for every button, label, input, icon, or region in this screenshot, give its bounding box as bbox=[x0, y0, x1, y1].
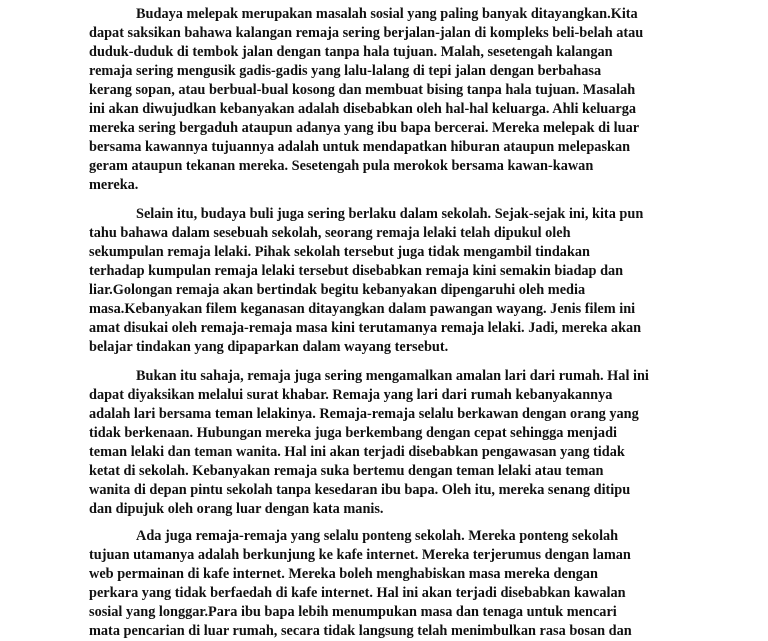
paragraph-2-line-3: sekumpulan remaja lelaki. Pihak sekolah tersebut juga tidak mengambil tindakan bbox=[89, 244, 590, 260]
paragraph-2-line-2: tahu bahawa dalam sesebuah sekolah, seorang remaja lelaki telah dipukul oleh bbox=[89, 225, 571, 241]
paragraph-1-line-3: duduk-duduk di tembok jalan dengan tanpa hala tujuan. Malah, sesetengah kalangan bbox=[89, 44, 613, 60]
paragraph-1-line-1: Budaya melepak merupakan masalah sosial yang paling banyak ditayangkan.Kita bbox=[136, 6, 638, 22]
paragraph-4-line-3: web permainan di kafe internet. Mereka boleh menghabiskan masa mereka dengan bbox=[89, 566, 599, 582]
paragraph-3-line-7: wanita di depan pintu sekolah tanpa kesedaran ibu bapa. Oleh itu, mereka senang ditipu bbox=[89, 482, 631, 498]
paragraph-2-line-6: masa.Kebanyakan filem keganasan ditayangkan dalam pawangan wayang. Jenis filem ini bbox=[89, 301, 636, 317]
paragraph-3-line-5: teman lelaki dan teman wanita. Hal ini akan terjadi disebabkan pengawasan yang tidak bbox=[89, 444, 625, 460]
paragraph-2-line-1: Selain itu, budaya buli juga sering berlaku dalam sekolah. Sejak-sejak ini, kita pun bbox=[136, 206, 644, 222]
paragraph-2-line-4: terhadap kumpulan remaja lelaki tersebut disebabkan remaja kini semakin biadap dan bbox=[89, 263, 624, 279]
paragraph-1-line-2: dapat saksikan bahawa kalangan remaja sering berjalan-jalan di kompleks beli-belah atau bbox=[89, 25, 644, 41]
paragraph-4-line-5: sosial yang longgar.Para ibu bapa lebih menumpukan masa dan tenaga untuk mencari bbox=[89, 604, 617, 620]
paragraph-2-line-5: liar.Golongan remaja akan bertindak begitu kebanyakan dipengaruhi oleh media bbox=[89, 282, 586, 298]
paragraph-4-line-6: mata pencarian di luar rumah, secara tidak langsung telah menimbulkan rasa bosan dan bbox=[89, 623, 632, 639]
paragraph-1-line-4: remaja sering mengusik gadis-gadis yang lalu-lalang di tepi jalan dengan berbahasa bbox=[89, 63, 602, 79]
paragraph-1-line-10: mereka. bbox=[89, 177, 139, 193]
paragraph-3-line-4: tidak berkenaan. Hubungan mereka juga berkembang dengan cepat sehingga menjadi bbox=[89, 425, 618, 441]
paragraph-3-line-6: ketat di sekolah. Kebanyakan remaja suka bertemu dengan teman lelaki atau teman bbox=[89, 463, 604, 479]
paragraph-1-line-9: geram ataupun tekanan mereka. Sesetengah pula merokok bersama kawan-kawan bbox=[89, 158, 594, 174]
paragraph-3-line-1: Bukan itu sahaja, remaja juga sering mengamalkan amalan lari dari rumah. Hal ini bbox=[136, 368, 649, 384]
paragraph-2-line-7: amat disukai oleh remaja-remaja masa kini terutamanya remaja lelaki. Jadi, mereka akan bbox=[89, 320, 642, 336]
paragraph-3-line-3: adalah lari bersama teman lelakinya. Remaja-remaja selalu berkawan dengan orang yang bbox=[89, 406, 639, 422]
paragraph-3-line-8: dan dipujuk oleh orang luar dengan kata manis. bbox=[89, 501, 384, 517]
paragraph-4-line-2: tujuan utamanya adalah berkunjung ke kafe internet. Mereka terjerumus dengan laman bbox=[89, 547, 631, 563]
paragraph-4-line-4: perkara yang tidak berfaedah di kafe internet. Hal ini akan terjadi disebabkan kawalan bbox=[89, 585, 626, 601]
paragraph-1-line-7: mereka sering bergaduh ataupun adanya yang ibu bapa bercerai. Mereka melepak di luar bbox=[89, 120, 640, 136]
paragraph-4-line-1: Ada juga remaja-remaja yang selalu ponteng sekolah. Mereka ponteng sekolah bbox=[136, 528, 619, 544]
paragraph-1-line-8: bersama kawannya tujuannya adalah untuk mendapatkan hiburan ataupun melepaskan bbox=[89, 139, 631, 155]
paragraph-3-line-2: dapat diyaksikan melalui surat khabar. Remaja yang lari dari rumah kebanyakannya bbox=[89, 387, 613, 403]
paragraph-1-line-5: kerang sopan, atau berbual-bual kosong dan membuat bising tanpa hala tujuan. Masalah bbox=[89, 82, 636, 98]
paragraph-1-line-6: ini akan diwujudkan kebanyakan adalah disebabkan oleh hal-hal keluarga. Ahli keluarga bbox=[89, 101, 637, 117]
paragraph-2-line-8: belajar tindakan yang dipaparkan dalam wayang tersebut. bbox=[89, 339, 449, 355]
